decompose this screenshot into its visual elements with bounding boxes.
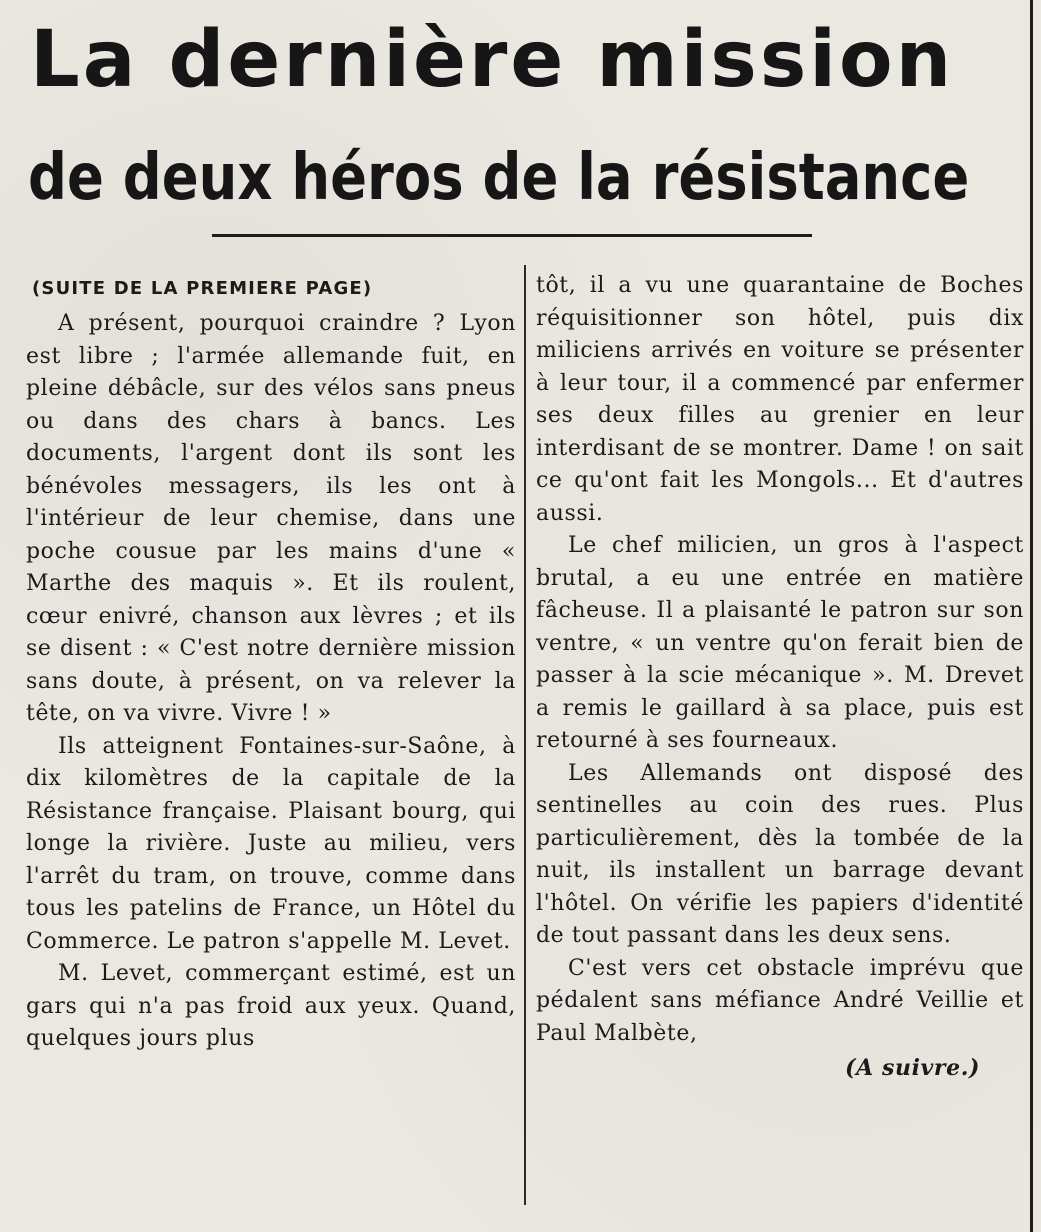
paragraph: A présent, pourquoi craindre ? Lyon est libre ; l'armée allemande fuit, en pleine débâcle, sur des vélos sans pneus ou dans des chars à bancs. Les documents, l'argent dont ils sont les bénévoles messagers, ils les ont à l'intérieur de leur chemise, dans une poche cousue par les mains d'une « Marthe des maquis ». Et ils roulent, cœur enivré, chanson aux lèvres ; et ils se disent : « C'est notre dernière mission sans doute, à présent, on va relever la tête, on va vivre. Vivre ! » [26,311,516,726]
paragraph: Le chef milicien, un gros à l'aspect brutal, a eu une entrée en matière fâcheuse. Il a plaisanté le patron sur son ventre, « un ventre qu'on ferait bien de passer à la scie mécanique ». M. Drevet a remis le gaillard à sa place, puis est retourné à ses fourneaux. [536,533,1024,753]
left-column [26,270,516,1056]
headline-line-2: de deux héros de la résistance [28,141,970,215]
continued-from-label: (SUITE DE LA PREMIERE PAGE) [32,278,373,299]
headline-line-1: La dernière mission [30,15,955,105]
headline-rule [212,234,812,237]
paragraph: M. Levet, commerçant estimé, est un gars qui n'a pas froid aux yeux. Quand, quelques jours plus [26,961,516,1051]
right-column [536,270,1024,1085]
to-be-continued-label: (A suivre.) [845,1055,980,1081]
paragraph: Les Allemands ont disposé des sentinelles au coin des rues. Plus particulièrement, dès la tombée de la nuit, ils installent un barrage devant l'hôtel. On vérifie les papiers d'identité de tout passant dans les deux sens. [536,760,1024,948]
paragraph: Ils atteignent Fontaines-sur-Saône, à dix kilomètres de la capitale de la Résistance française. Plaisant bourg, qui longe la rivière. Juste au milieu, vers l'arrêt du tram, on trouve, comme dans tous les patelins de France, un Hôtel du Commerce. Le patron s'appelle M. Levet. [26,733,516,954]
column-border-rule [1030,0,1033,1232]
paragraph: C'est vers cet obstacle imprévu que pédalent sans méfiance André Veillie et Paul Malbète, [536,955,1024,1046]
paragraph: tôt, il a vu une quarantaine de Boches réquisitionner son hôtel, puis dix miliciens arrivés en voiture se présenter à leur tour, il a commencé par enfermer ses deux filles au grenier en leur interdisant de se montrer. Dame ! on sait ce qu'ont fait les Mongols... Et d'autres aussi. [536,273,1024,526]
column-divider [524,265,526,1205]
